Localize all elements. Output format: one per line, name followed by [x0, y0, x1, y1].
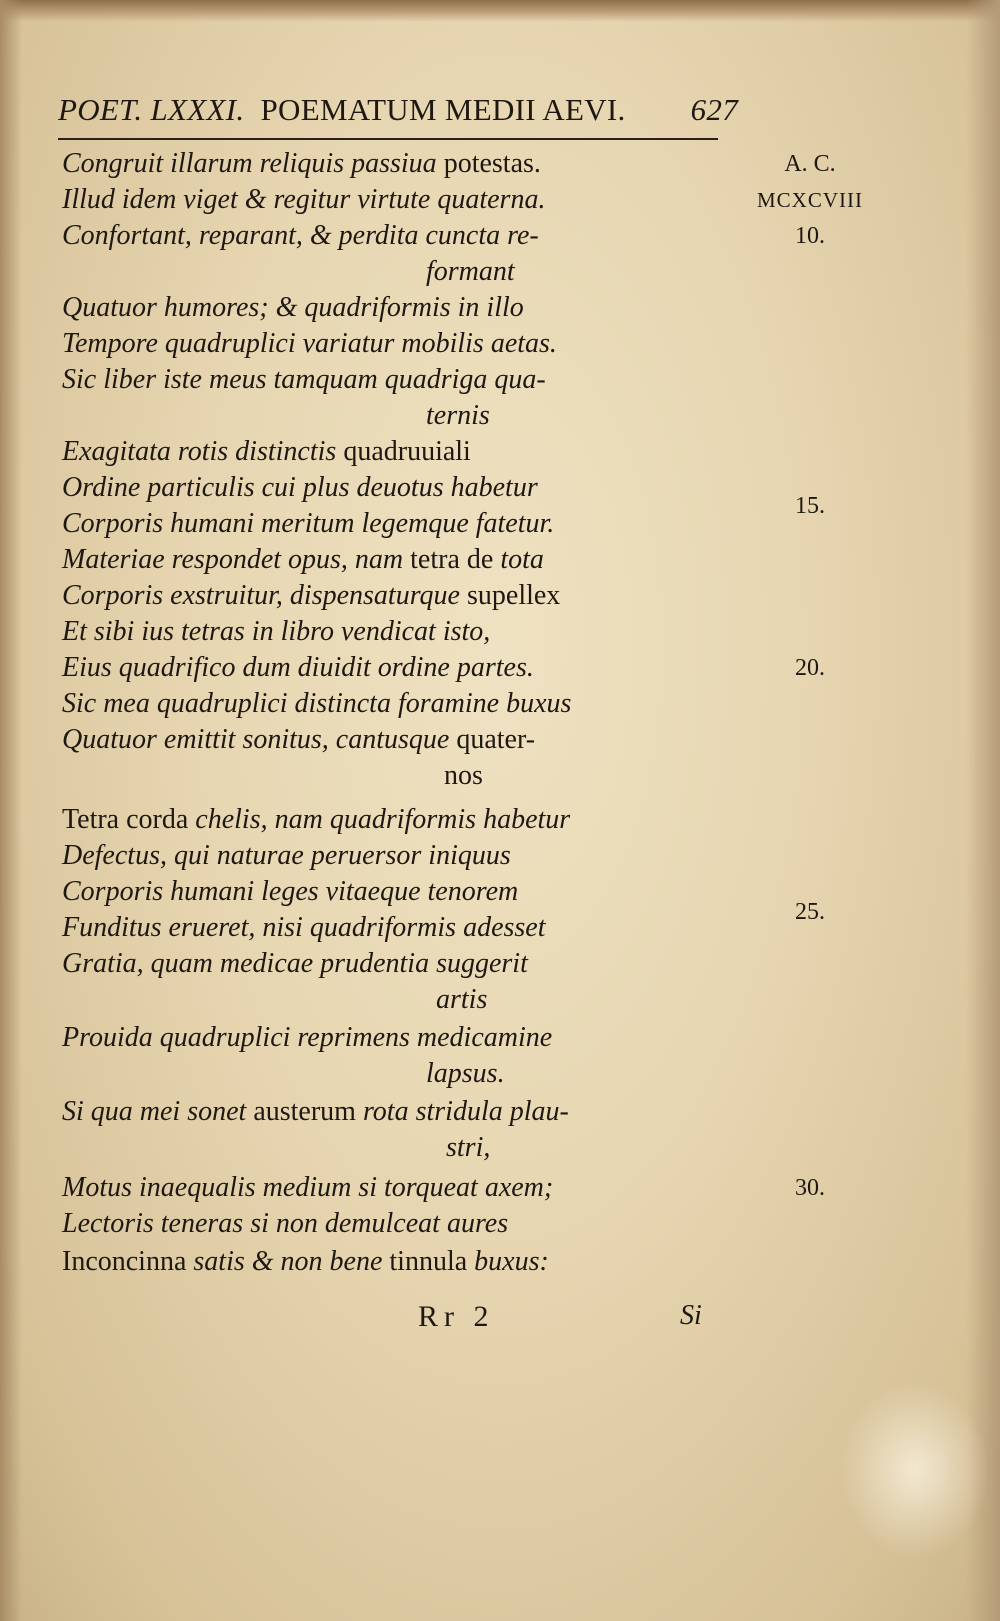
poem-line: Funditus erueret, nisi quadriformis adesset	[62, 912, 546, 943]
poem-line-continuation: ternis	[426, 400, 490, 431]
poem-line: Corporis humani meritum legemque fatetur.	[62, 508, 555, 539]
poem-line: Sic liber iste meus tamquam quadriga qua-	[62, 364, 546, 395]
poem-line-continuation: nos	[444, 760, 483, 791]
poem-line: Si qua mei sonet austerum rota stridula plau-	[62, 1096, 569, 1127]
header-rule	[58, 138, 718, 140]
running-title: POEMATUM MEDII AEVI.	[260, 92, 626, 127]
catchword: Si	[680, 1300, 702, 1331]
line-number: 25.	[795, 899, 825, 925]
poem-line: Congruit illarum reliquis passiua potestas.	[62, 148, 541, 179]
poem-line: Confortant, reparant, & perdita cuncta re-	[62, 220, 539, 251]
poem-line: Materiae respondet opus, nam tetra de tota	[62, 544, 544, 575]
poem-line: Inconcinna satis & non bene tinnula buxus:	[62, 1246, 549, 1277]
paper-stain	[840, 1380, 990, 1560]
running-header	[58, 92, 738, 136]
margin-era: A. C.	[784, 151, 836, 177]
poem-line: Et sibi ius tetras in libro vendicat isto,	[62, 616, 491, 647]
page-right-edge	[966, 0, 1000, 1621]
poem-line: Corporis humani leges vitaeque tenorem	[62, 876, 519, 907]
poem-line: Illud idem viget & regitur virtute quaterna.	[62, 184, 546, 215]
line-number: 10.	[795, 223, 825, 249]
line-number: 20.	[795, 655, 825, 681]
poem-line-continuation: formant	[426, 256, 515, 287]
poem-line: Tetra corda chelis, nam quadriformis habetur	[62, 804, 571, 835]
running-left: POET. LXXXI.	[58, 92, 245, 127]
poem-line: Motus inaequalis medium si torqueat axem;	[62, 1172, 554, 1203]
poem-line-continuation: lapsus.	[426, 1058, 505, 1089]
poem-line-continuation: stri,	[446, 1132, 491, 1163]
page-number: 627	[690, 92, 738, 127]
page-left-edge	[0, 0, 22, 1621]
poem-line: Gratia, quam medicae prudentia suggerit	[62, 948, 528, 979]
poem-line: Corporis exstruitur, dispensaturque supellex	[62, 580, 561, 611]
line-number: 15.	[795, 493, 825, 519]
poem-line: Eius quadrifico dum diuidit ordine partes.	[62, 652, 534, 683]
poem-line: Lectoris teneras si non demulceat aures	[62, 1208, 509, 1239]
poem-line: Defectus, qui naturae peruersor iniquus	[62, 840, 511, 871]
poem-line: Quatuor emittit sonitus, cantusque quater-	[62, 724, 536, 755]
poem-line: Prouida quadruplici reprimens medicamine	[62, 1022, 553, 1053]
page-top-edge	[0, 0, 1000, 22]
poem-line: Ordine particulis cui plus deuotus habetur	[62, 472, 538, 503]
line-number: 30.	[795, 1175, 825, 1201]
poem-line: Exagitata rotis distinctis quadruuiali	[62, 436, 471, 467]
poem-line: Tempore quadruplici variatur mobilis aetas.	[62, 328, 557, 359]
poem-line: Quatuor humores; & quadriformis in illo	[62, 292, 524, 323]
margin-year: MCXCVIII	[757, 188, 863, 212]
poem-line-continuation: artis	[436, 984, 488, 1015]
poem-line: Sic mea quadruplici distincta foramine buxus	[62, 688, 572, 719]
signature-mark: Rr 2	[418, 1300, 495, 1333]
